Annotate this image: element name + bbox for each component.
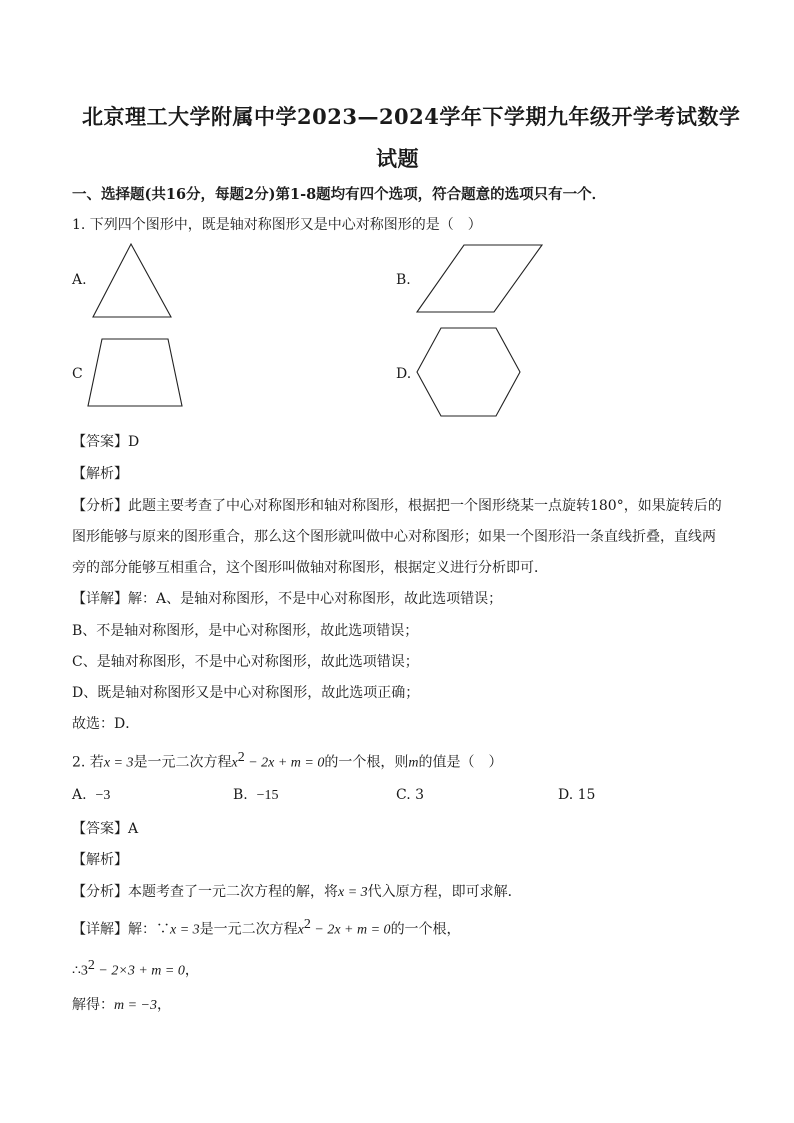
q1-fenxi-line2: 图形能够与原来的图形重合，那么这个图形就叫做中心对称图形；如果一个图形沿一条直线折叠，直线两	[72, 529, 716, 545]
q1-option-b-label: B.	[396, 272, 411, 288]
q2-detail-a: 【详解】解：∵	[72, 921, 170, 938]
q1-answer: 【答案】D	[72, 434, 140, 450]
q2-option-d-label: D. 15	[558, 787, 596, 803]
q2-solve-label: 解得：	[72, 997, 114, 1013]
q2-answer: 【答案】A	[72, 821, 139, 837]
hexagon-figure	[414, 325, 534, 425]
q2-detail-eq-var: x	[297, 922, 304, 938]
q2-detail	[72, 917, 461, 939]
q2-solve	[72, 994, 171, 1014]
q1-fenxi-line3: 旁的部分能够互相重合，这个图形叫做轴对称图形，根据定义进行分析即可．	[72, 560, 548, 576]
q2-step1-base: 3	[80, 963, 88, 979]
q2-detail-math: x = 3	[170, 922, 200, 938]
q2-equation-rest: − 2x + m = 0	[244, 755, 325, 771]
q2-option-a	[72, 787, 110, 804]
q1-detail-line4: D、既是轴对称图形又是中心对称图形，故此选项正确；	[72, 685, 420, 701]
q1-option-d-label: D.	[396, 366, 412, 382]
q1-detail-line1: 【详解】解：A、是轴对称图形，不是中心对称图形，故此选项错误；	[72, 591, 503, 607]
trapezoid-figure	[80, 336, 190, 416]
q2-option-d	[558, 787, 595, 803]
q2-option-b-value: −15	[256, 788, 279, 803]
document-title-line1: 北京理工大学附属中学2023—2024学年下学期九年级开学考试数学	[82, 104, 741, 129]
q2-stem	[72, 750, 503, 772]
q2-step1	[72, 958, 199, 980]
therefore-symbol: ∴	[72, 962, 81, 979]
q2-fenxi	[72, 881, 522, 901]
q1-detail-line2: B、不是轴对称图形，是中心对称图形，故此选项错误；	[72, 623, 419, 639]
q2-step1-end: ，	[184, 962, 199, 979]
q2-option-c-label: C. 3	[396, 787, 425, 803]
q1-stem: 1. 下列四个图形中，既是轴对称图形又是中心对称图形的是（ ）	[72, 217, 482, 233]
q2-jiexi: 【解析】	[72, 852, 128, 868]
q2-equation-exponent: 2	[237, 750, 245, 765]
triangle-figure	[85, 240, 185, 330]
q2-detail-eq-rest: − 2x + m = 0	[310, 922, 391, 938]
q2-fenxi-math: x = 3	[338, 885, 368, 900]
q2-fenxi-a: 【分析】本题考查了一元二次方程的解，将	[72, 884, 338, 900]
q2-option-c	[396, 787, 424, 803]
q2-stem-tail: 的一个根，则	[324, 754, 409, 771]
q1-choose: 故选：D．	[72, 716, 140, 732]
q2-detail-c: 的一个根，	[390, 921, 461, 938]
q2-option-a-value: −3	[95, 788, 111, 803]
section-heading: 一、选择题(共16分，每题2分)第1-8题均有四个选项，符合题意的选项只有一个．	[72, 186, 607, 203]
q2-solve-math: m = −3	[114, 998, 158, 1013]
q2-equation-var: x	[231, 755, 238, 771]
q1-jiexi: 【解析】	[72, 466, 128, 482]
q2-step1-rest: − 2×3 + m = 0	[94, 963, 185, 979]
parallelogram-figure	[414, 242, 554, 322]
q1-detail-line3: C、是轴对称图形，不是中心对称图形，故此选项错误；	[72, 654, 419, 670]
q2-step1-exponent: 2	[87, 958, 95, 973]
q2-condition-math: x = 3	[103, 755, 134, 771]
q2-option-b-label: B.	[233, 787, 248, 803]
q1-option-a-label: A.	[72, 272, 87, 288]
q2-detail-b: 是一元二次方程	[199, 921, 298, 938]
q2-stem-mid: 是一元二次方程	[133, 754, 232, 771]
q2-option-a-label: A.	[72, 787, 87, 803]
q2-option-b	[233, 787, 279, 804]
q2-var-m: m	[408, 755, 419, 771]
q2-stem-tail2: 的值是（ ）	[418, 754, 503, 771]
q1-fenxi-line1: 【分析】此题主要考查了中心对称图形和轴对称图形，根据把一个图形绕某一点旋转180°，如果旋转后的	[72, 498, 722, 514]
q2-fenxi-b: 代入原方程，即可求解．	[367, 884, 522, 900]
q2-number: 2. 若	[72, 754, 104, 771]
q2-detail-eq-exponent: 2	[303, 917, 311, 932]
q2-solve-end: ，	[157, 997, 172, 1013]
q1-option-c-label: C	[72, 366, 83, 382]
document-title-line2: 试题	[376, 146, 419, 171]
